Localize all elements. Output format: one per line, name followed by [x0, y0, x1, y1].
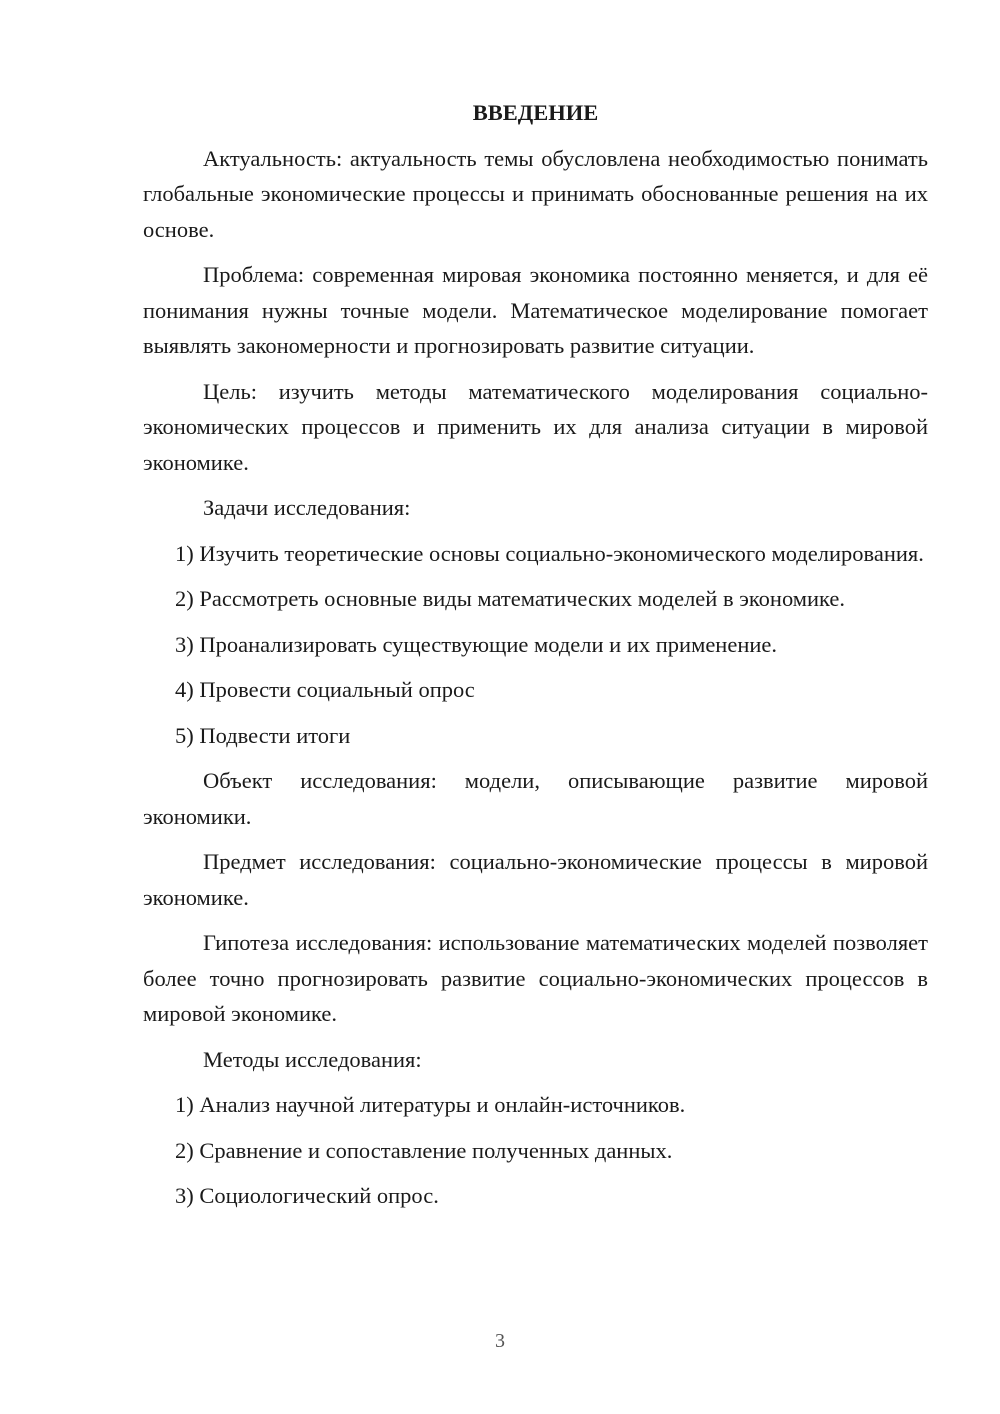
- task-item: 4) Провести социальный опрос: [175, 677, 475, 702]
- paragraph-relevance: Актуальность: актуальность темы обусловлена необходимостью понимать глобальные экономические процессы и принимать обоснованные решения на их основе.: [143, 145, 928, 242]
- methods-heading: Методы исследования:: [203, 1046, 422, 1072]
- task-item: 3) Проанализировать существующие модели и их применение.: [175, 631, 778, 657]
- page-title: ВВЕДЕНИЕ: [472, 100, 599, 125]
- paragraph-goal: Цель: изучить методы математического моделирования социально-экономических процессов и применить их для анализа ситуации в мировой экономике.: [143, 378, 928, 475]
- page-number: 3: [495, 1330, 505, 1352]
- task-item: 1) Изучить теоретические основы социально-экономического моделирования.: [175, 540, 924, 566]
- document-body: [143, 95, 928, 1224]
- method-item: 1) Анализ научной литературы и онлайн-источников.: [175, 1092, 686, 1117]
- paragraph-subject: Предмет исследования: социально-экономические процессы в мировой экономике.: [143, 849, 928, 910]
- task-item: 2) Рассмотреть основные виды математических моделей в экономике.: [175, 586, 846, 611]
- tasks-heading: Задачи исследования:: [203, 495, 411, 520]
- paragraph-problem: Проблема: современная мировая экономика постоянно меняется, и для её понимания нужны точные модели. Математическое моделирование помогает выявлять закономерности и прогнозировать развитие ситуации.: [143, 262, 928, 358]
- method-item: 2) Сравнение и сопоставление полученных данных.: [175, 1137, 673, 1163]
- paragraph-object: Объект исследования: модели, описывающие развитие мировой экономики.: [143, 768, 928, 829]
- paragraph-hypothesis: Гипотеза исследования: использование математических моделей позволяет более точно прогнозировать развитие социально-экономических процессов в мировой экономике.: [143, 930, 928, 1026]
- method-item: 3) Социологический опрос.: [175, 1183, 439, 1208]
- task-item: 5) Подвести итоги: [175, 722, 351, 748]
